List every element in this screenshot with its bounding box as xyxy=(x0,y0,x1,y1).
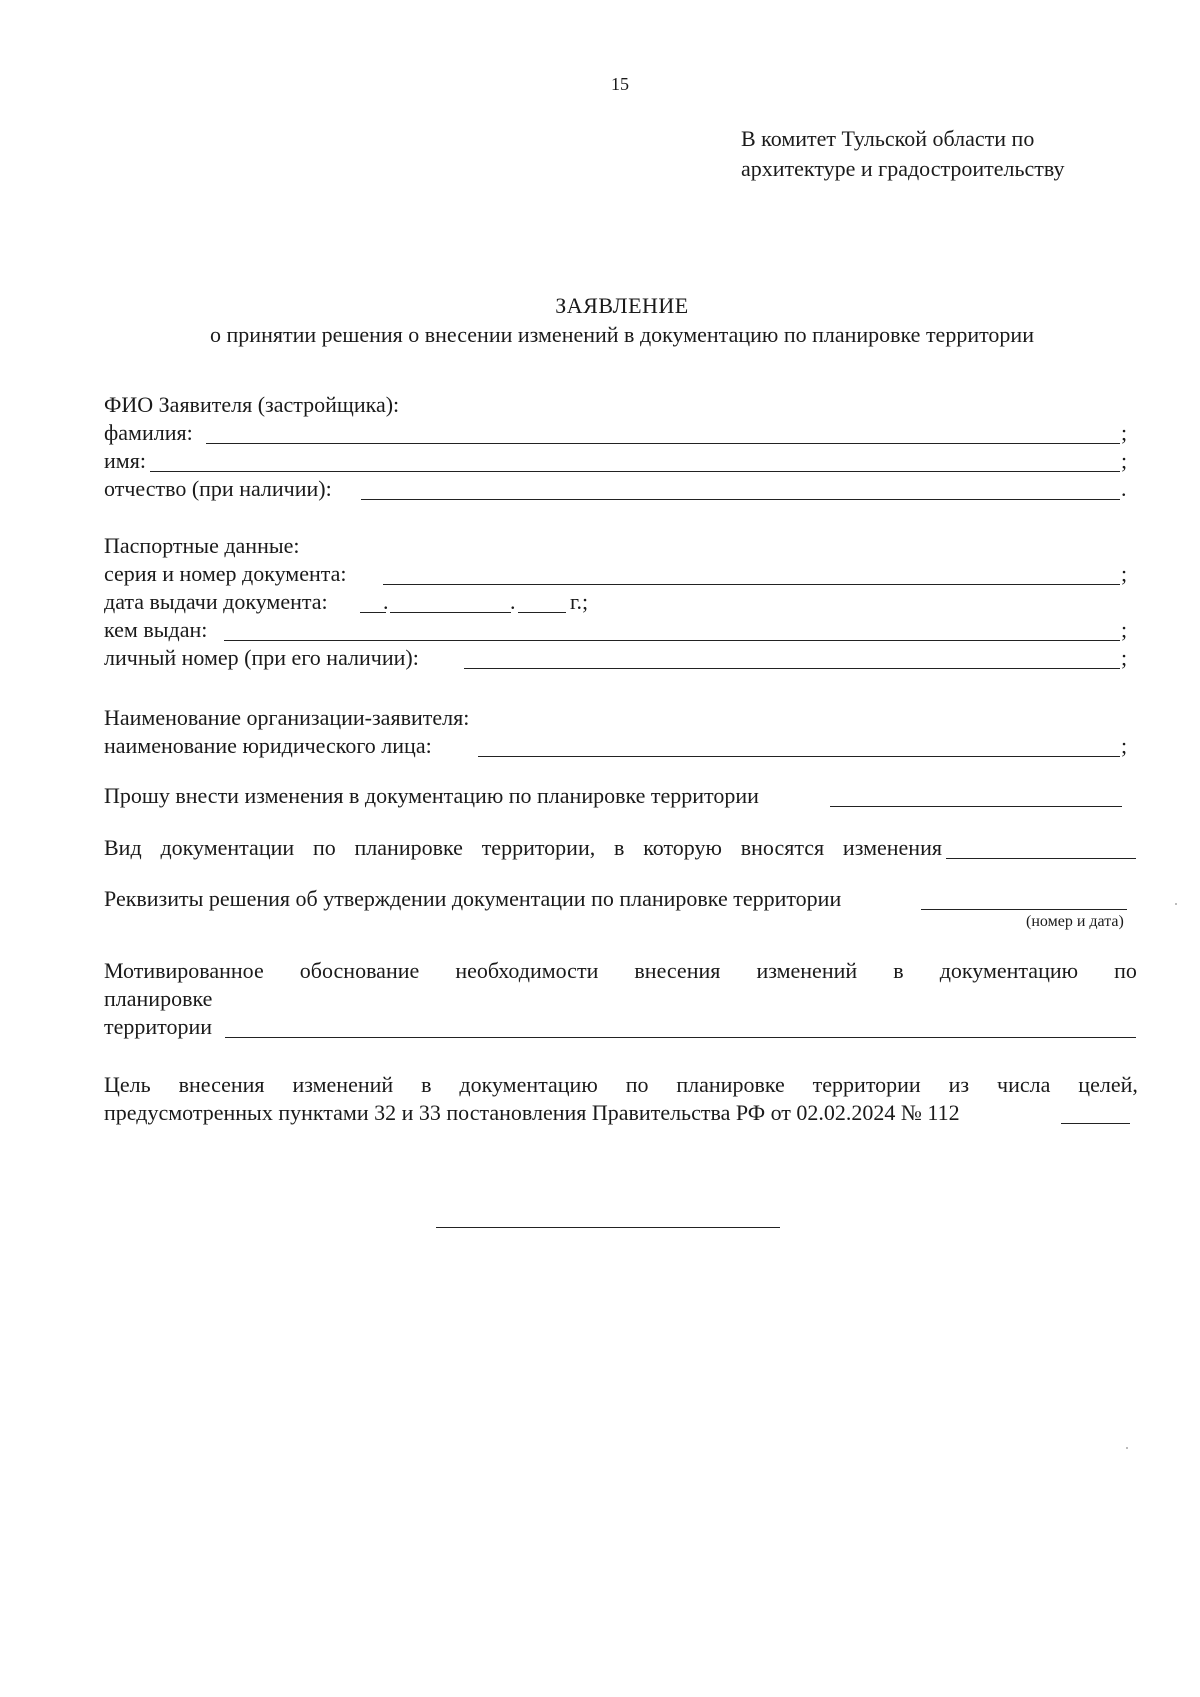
justification-word: обоснование xyxy=(299,958,420,983)
justification-word: в xyxy=(893,958,904,983)
name-semicolon: ; xyxy=(1121,448,1128,473)
legal-name-semicolon: ; xyxy=(1121,733,1128,758)
surname-label: фамилия: xyxy=(104,420,193,445)
requisites-hint: (номер и дата) xyxy=(1026,913,1124,930)
series-semicolon: ; xyxy=(1121,561,1128,586)
doc-type-word: изменения xyxy=(842,835,942,860)
name-field[interactable] xyxy=(150,471,1120,472)
name-label: имя: xyxy=(104,448,146,473)
surname-semicolon: ; xyxy=(1121,420,1128,445)
purpose-word: изменений xyxy=(292,1072,394,1097)
issue-date-suffix: г.; xyxy=(570,589,589,614)
request-field[interactable] xyxy=(830,806,1122,807)
doc-type-word: Вид xyxy=(104,835,142,860)
applicant-heading: ФИО Заявителя (застройщика): xyxy=(104,392,400,417)
organization-heading: Наименование организации-заявителя: xyxy=(104,705,470,730)
issue-date-label: дата выдачи документа: xyxy=(104,589,328,614)
doc-type-word: вносятся xyxy=(740,835,825,860)
doc-type-word: по xyxy=(312,835,336,860)
personal-number-field[interactable] xyxy=(464,668,1120,669)
doc-type-word: в xyxy=(614,835,625,860)
signature-line[interactable] xyxy=(436,1227,780,1228)
legal-name-label: наименование юридического лица: xyxy=(104,733,432,758)
justification-word: документацию xyxy=(939,958,1079,983)
justification-word: внесения xyxy=(634,958,721,983)
patronymic-label: отчество (при наличии): xyxy=(104,476,332,501)
issued-by-semicolon: ; xyxy=(1121,617,1128,642)
doc-type-text xyxy=(104,834,942,862)
issue-date-dot-2: . xyxy=(510,589,516,614)
issued-by-field[interactable] xyxy=(224,640,1120,641)
justification-word: по xyxy=(1114,958,1137,983)
purpose-word: Цель xyxy=(104,1072,151,1097)
justification-word: необходимости xyxy=(455,958,599,983)
issue-month-field[interactable] xyxy=(390,612,511,613)
purpose-field[interactable] xyxy=(1061,1123,1130,1124)
purpose-word: документацию xyxy=(459,1072,598,1097)
scan-speck xyxy=(1126,1447,1128,1449)
requisites-field[interactable] xyxy=(921,909,1127,910)
purpose-word: планировке xyxy=(676,1072,785,1097)
purpose-word: из xyxy=(948,1072,970,1097)
document-subtitle: о принятии решения о внесении изменений в документацию по планировке территории xyxy=(210,322,1034,347)
purpose-word: внесения xyxy=(178,1072,265,1097)
series-field[interactable] xyxy=(383,584,1120,585)
request-text: Прошу внести изменения в документацию по планировке территории xyxy=(104,783,759,808)
doc-type-word: которую xyxy=(643,835,722,860)
addressee-line-2: архитектуре и градостроительству xyxy=(741,156,1065,181)
patronymic-period: . xyxy=(1121,476,1127,501)
addressee-line-1: В комитет Тульской области по xyxy=(741,126,1035,151)
legal-name-field[interactable] xyxy=(478,756,1120,757)
doc-type-word: территории, xyxy=(481,835,596,860)
surname-field[interactable] xyxy=(206,443,1120,444)
justification-line-3: территории xyxy=(104,1014,213,1039)
justification-word: Мотивированное xyxy=(104,958,264,983)
justification-line-2: планировке xyxy=(104,986,213,1011)
justification-text xyxy=(104,957,1137,985)
purpose-word: по xyxy=(625,1072,649,1097)
scan-speck xyxy=(1175,903,1177,905)
requisites-text: Реквизиты решения об утверждении документации по планировке территории xyxy=(104,886,842,911)
patronymic-field[interactable] xyxy=(361,499,1120,500)
purpose-word: целей, xyxy=(1078,1072,1138,1097)
doc-type-field[interactable] xyxy=(946,858,1136,859)
doc-type-word: планировке xyxy=(354,835,463,860)
doc-type-word: документации xyxy=(160,835,295,860)
issued-by-label: кем выдан: xyxy=(104,617,208,642)
purpose-word: числа xyxy=(997,1072,1051,1097)
personal-number-label: личный номер (при его наличии): xyxy=(104,645,419,670)
purpose-word: территории xyxy=(812,1072,921,1097)
justification-field[interactable] xyxy=(225,1037,1136,1038)
purpose-word: в xyxy=(421,1072,432,1097)
passport-heading: Паспортные данные: xyxy=(104,533,300,558)
issue-date-dot-1: . xyxy=(383,589,389,614)
personal-number-semicolon: ; xyxy=(1121,645,1128,670)
purpose-text xyxy=(104,1071,1138,1099)
page-number: 15 xyxy=(611,74,629,94)
justification-word: изменений xyxy=(756,958,858,983)
series-label: серия и номер документа: xyxy=(104,561,347,586)
issue-year-field[interactable] xyxy=(518,612,566,613)
document-title: ЗАЯВЛЕНИЕ xyxy=(555,293,689,318)
purpose-line-2: предусмотренных пунктами 32 и 33 постановления Правительства РФ от 02.02.2024 № 112 xyxy=(104,1100,960,1125)
